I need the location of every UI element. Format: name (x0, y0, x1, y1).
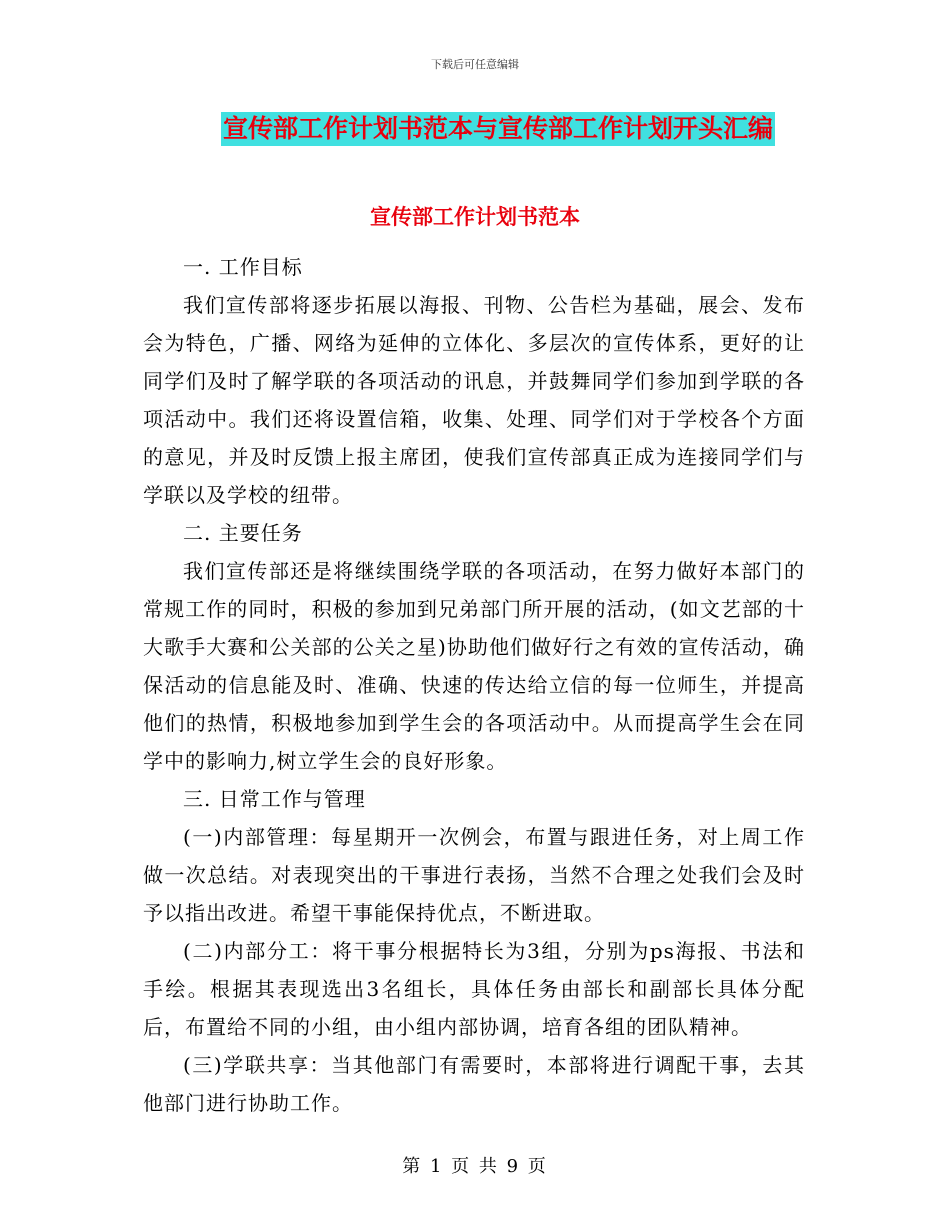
document-body (143, 248, 805, 1122)
heading-work-goals: 一. 工作目标 (183, 255, 303, 279)
main-title: 宣传部工作计划书范本与宣传部工作计划开头汇编 (221, 112, 775, 146)
section-title: 宣传部工作计划书范本 (370, 205, 580, 229)
heading-daily-management: 三. 日常工作与管理 (183, 787, 366, 811)
heading-main-tasks: 二. 主要任务 (183, 521, 303, 545)
paragraph-work-goals: 我们宣传部将逐步拓展以海报、刊物、公告栏为基础，展会、发布会为特色，广播、网络为延伸的立体化、多层次的宣传体系，更好的让同学们及时了解学联的各项活动的讯息，并鼓舞同学们参加到学联的各项活动中。我们还将设置信箱，收集、处理、同学们对于学校各个方面的意见，并及时反馈上报主席团，使我们宣传部真正成为连接同学们与学联以及学校的纽带。 (143, 293, 805, 507)
paragraph-internal-management: (一)内部管理：每星期开一次例会，布置与跟进任务，对上周工作做一次总结。对表现突出的干事进行表扬，当然不合理之处我们会及时予以指出改进。希望干事能保持优点，不断进取。 (143, 825, 805, 925)
paragraph-internal-division: (二)内部分工：将干事分根据特长为3组，分别为ps海报、书法和手绘。根据其表现选出3名组长，具体任务由部长和副部长具体分配后，布置给不同的小组，由小组内部协调，培育各组的团队精神。 (143, 939, 805, 1039)
page-footer: 第 1 页 共 9 页 (402, 1156, 548, 1177)
header-note: 下载后可任意编辑 (431, 58, 519, 71)
main-title-container (0, 112, 950, 146)
paragraph-main-tasks: 我们宣传部还是将继续围绕学联的各项活动，在努力做好本部门的常规工作的同时，积极的参加到兄弟部门所开展的活动，(如文艺部的十大歌手大赛和公关部的公关之星)协助他们做好行之有效的宣传活动，确保活动的信息能及时、准确、快速的传达给立信的每一位师生，并提高他们的热情，积极地参加到学生会的各项活动中。从而提高学生会在同学中的影响力,树立学生会的良好形象。 (143, 559, 805, 773)
paragraph-union-sharing: (三)学联共享：当其他部门有需要时，本部将进行调配干事，去其他部门进行协助工作。 (143, 1053, 805, 1115)
